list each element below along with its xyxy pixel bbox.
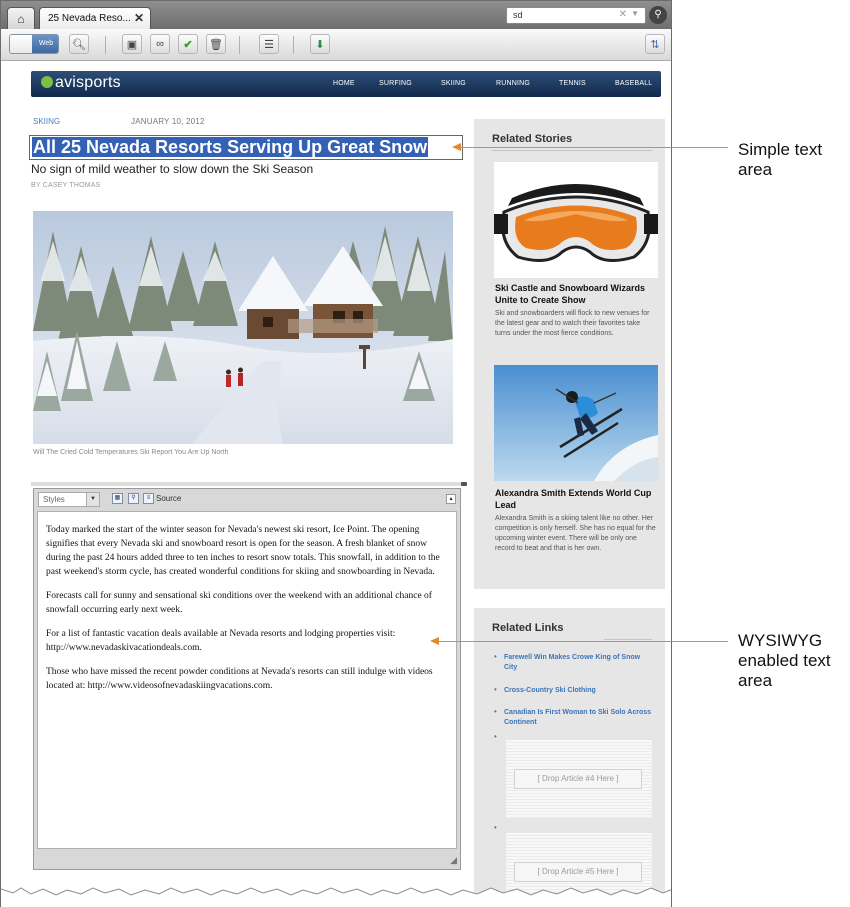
checkmark-icon: ✔ <box>183 38 193 51</box>
list-icon: ☰ <box>264 38 274 51</box>
story-image-skier[interactable] <box>494 365 658 481</box>
sync-arrows-icon: ⇅ <box>650 38 660 51</box>
toolbar-separator <box>105 36 106 54</box>
story-title-link[interactable]: Alexandra Smith Extends World Cup Lead <box>495 488 652 510</box>
nav-running[interactable]: RUNNING <box>496 80 531 87</box>
nav-skiing[interactable]: SKIING <box>441 80 466 87</box>
splitter-bar[interactable] <box>31 482 463 486</box>
insert-image-icon[interactable]: ▦ <box>112 493 123 504</box>
story-description: Ski and snowboarders will flock to new venues for the latest gear and to watch their favorites take turns under the most fierce conditions. <box>495 310 650 337</box>
drop-zone-label: [ Drop Article #4 Here ] <box>514 769 642 789</box>
nav-surfing[interactable]: SURFING <box>379 80 412 87</box>
save-button[interactable] <box>122 34 142 54</box>
document-tab[interactable] <box>39 7 151 29</box>
divider <box>604 639 652 640</box>
search-input-value: sd <box>513 10 523 20</box>
divider <box>492 150 652 151</box>
approve-button[interactable] <box>178 34 198 54</box>
body-paragraph: Those who have missed the recent powder conditions at Nevada's resorts can still indulge with videos located at: http://www.videosofnevadaskiingvacations.com. <box>46 667 433 691</box>
clear-search-icon[interactable]: ✕ <box>618 9 627 20</box>
headline-text: All 25 Nevada Resorts Serving Up Great Snow <box>33 137 428 157</box>
snowy-cabins-photo <box>33 211 453 444</box>
preview-button[interactable] <box>69 34 89 54</box>
related-stories-title: Related Stories <box>492 133 573 145</box>
annotation-wysiwyg <box>738 631 850 691</box>
view-mode-web[interactable]: Web <box>32 35 59 53</box>
logo-mark-icon <box>41 76 53 88</box>
annotation-line-text: area <box>738 160 773 179</box>
splitter-handle[interactable] <box>461 482 467 486</box>
annotation-line-text: Simple text <box>738 140 823 159</box>
main-toolbar <box>1 29 671 61</box>
site-header <box>31 71 661 97</box>
styles-dropdown[interactable] <box>38 492 100 507</box>
nav-tennis[interactable]: TENNIS <box>559 80 586 87</box>
check-in-button[interactable] <box>310 34 330 54</box>
annotation-line-text: enabled text <box>738 651 831 670</box>
annotation-line-text: area <box>738 671 773 690</box>
document-tab-label: 25 Nevada Reso... <box>48 13 131 24</box>
related-link[interactable]: Cross-Country Ski Clothing <box>504 687 596 694</box>
delete-button[interactable] <box>206 34 226 54</box>
search-input[interactable] <box>506 7 646 24</box>
home-tab[interactable] <box>7 7 35 29</box>
list-bullet: • <box>494 823 497 832</box>
list-bullet: • <box>494 685 497 694</box>
related-links-panel <box>474 608 665 907</box>
drop-zone-label: [ Drop Article #5 Here ] <box>514 862 642 882</box>
body-paragraph: Today marked the start of the winter season for Nevada's newest ski resort, Ice Point. The opening signifies that every Nevada ski and snowboard resort is open for the season. A fresh blanket of snow during the past 24 hours added three to ten inches to resort snow totals. This snowfall, in addition to the past weekend's storm cycle, has created wonderful conditions for skiing and snowboarding in Nevada. <box>46 525 440 577</box>
page-canvas <box>23 61 671 907</box>
image-caption: Will The Cried Cold Temperatures Ski Report You Are Up North <box>33 449 229 456</box>
list-bullet: • <box>494 652 497 661</box>
site-logo[interactable] <box>41 74 121 92</box>
search-dropdown-icon[interactable]: ▼ <box>631 9 639 18</box>
download-arrow-icon: ⬇ <box>315 38 325 51</box>
home-icon: ⌂ <box>17 11 25 26</box>
properties-button[interactable] <box>259 34 279 54</box>
nav-baseball[interactable]: BASEBALL <box>615 80 653 87</box>
body-paragraph: Forecasts call for sunny and sensational ski conditions over the weekend with an additional chance of snowfall occurring early next week. <box>46 591 432 615</box>
tab-bar <box>1 1 671 29</box>
story-image-goggles[interactable] <box>494 162 658 278</box>
resize-grip-icon[interactable]: ◢ <box>450 855 457 865</box>
toolbar-separator <box>293 36 294 54</box>
source-document-icon[interactable]: ≡ <box>143 493 154 504</box>
drop-zone[interactable] <box>506 740 652 818</box>
related-link[interactable]: Canadian Is First Woman to Ski Solo Across Continent <box>504 709 652 726</box>
annotation-line-text: WYSIWYG <box>738 631 823 650</box>
goggles-photo <box>494 162 658 278</box>
annotation-line <box>438 641 728 642</box>
source-button[interactable]: Source <box>156 494 182 503</box>
torn-edge-decoration <box>1 879 672 907</box>
toolbar-separator <box>239 36 240 54</box>
subhead-text[interactable]: No sign of mild weather to slow down the Ski Season <box>31 162 314 176</box>
list-bullet: • <box>494 707 497 716</box>
related-links-title: Related Links <box>492 622 564 634</box>
body-paragraph: For a list of fantastic vacation deals available at Nevada resorts and lodging properties visit: http://www.nevadaskivacationdeals.com. <box>46 629 396 653</box>
view-mode-off[interactable] <box>10 35 32 53</box>
styles-dropdown-label: Styles <box>43 495 65 504</box>
related-stories-panel <box>474 119 665 589</box>
binoculars-icon: ∞ <box>156 38 164 50</box>
site-logo-text: avisports <box>55 74 121 91</box>
wysiwyg-editor <box>33 488 461 870</box>
annotation-simple-text <box>738 140 850 180</box>
find-replace-icon[interactable]: ⚲ <box>128 493 139 504</box>
search-button[interactable] <box>649 6 667 24</box>
close-tab-icon[interactable]: ✕ <box>133 11 144 25</box>
editor-toolbar <box>36 491 458 509</box>
related-link[interactable]: Farewell Win Makes Crowe King of Snow City <box>504 654 641 671</box>
view-mode-toggle[interactable] <box>9 34 59 54</box>
magnifier-icon: 🔍︎ <box>72 38 86 51</box>
list-bullet: • <box>494 732 497 741</box>
chevron-down-icon: ▼ <box>86 493 99 506</box>
article-date: JANUARY 10, 2012 <box>131 117 205 126</box>
maximize-icon[interactable]: ▴ <box>446 494 456 504</box>
article-image[interactable] <box>33 211 453 444</box>
skier-photo <box>494 365 658 481</box>
save-icon: ▣ <box>126 38 138 51</box>
story-description: Alexandra Smith is a skiing talent like no other. Her competition is only herself. She has no equal for the upcoming winter event. There will be only one record to beat and that is her own. <box>495 515 656 552</box>
annotation-line <box>460 147 728 148</box>
byline-text: BY CASEY THOMAS <box>31 182 101 189</box>
headline-text-area[interactable] <box>29 135 463 160</box>
trash-icon: 🗑︎ <box>209 38 223 51</box>
editor-body[interactable] <box>37 511 457 849</box>
find-button[interactable] <box>150 34 170 54</box>
story-title-link[interactable]: Ski Castle and Snowboard Wizards Unite to Create Show <box>495 283 645 305</box>
section-link[interactable]: SKIING <box>33 117 61 126</box>
sync-button[interactable] <box>645 34 665 54</box>
search-icon: ⚲ <box>654 9 662 20</box>
nav-home[interactable]: HOME <box>333 80 355 87</box>
